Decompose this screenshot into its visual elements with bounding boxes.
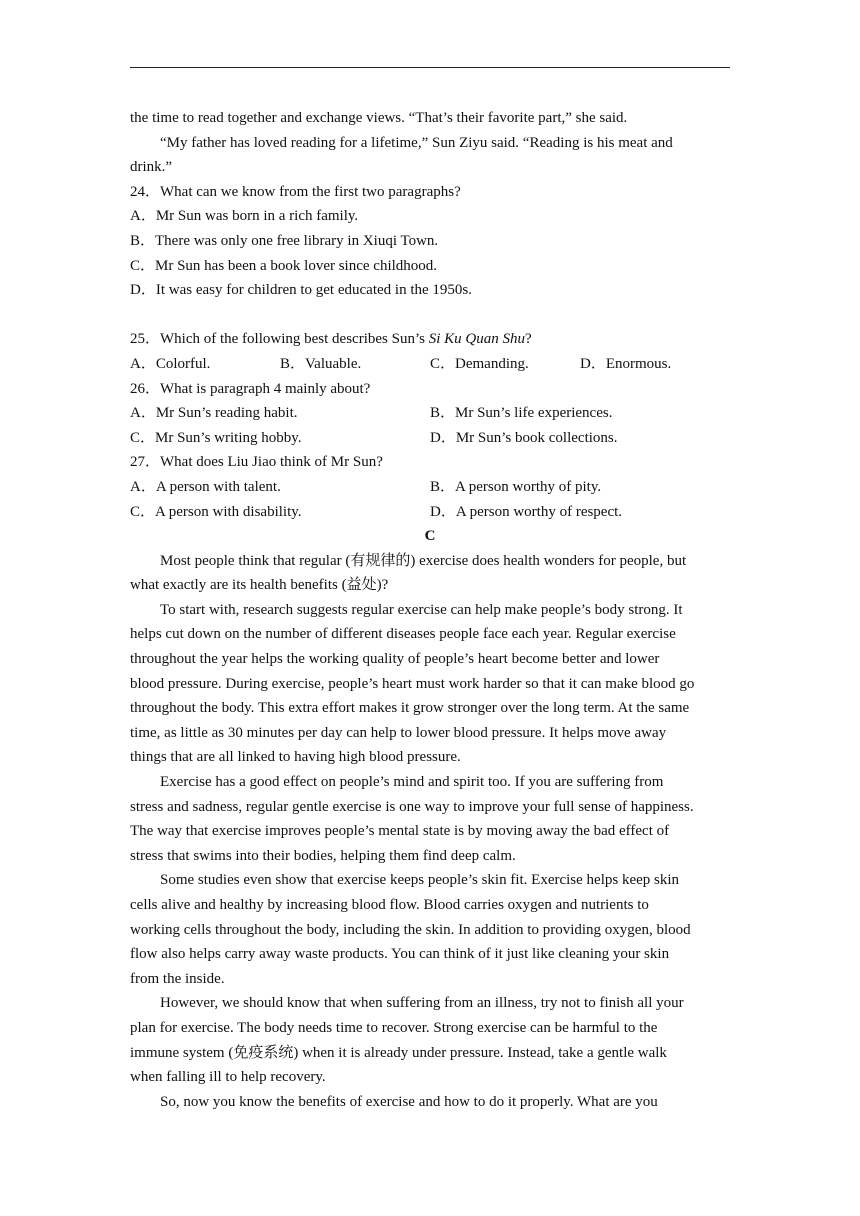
question-25-stem-suffix: ? xyxy=(524,331,532,348)
document-body xyxy=(130,106,730,1114)
passage-c-line: Exercise has a good effect on people’s mind and spirit too. If you are suffering from xyxy=(160,774,664,791)
passage-c-line: Most people think that regular (有规律的) exercise does health wonders for people, but xyxy=(160,552,687,569)
question-26-stem: 26．What is paragraph 4 mainly about? xyxy=(130,380,371,397)
question-25-option-c: C．Demanding. xyxy=(430,355,529,372)
passage-c-line: blood pressure. During exercise, people’s heart must work harder so that it can make blood go xyxy=(130,675,695,692)
question-24-option-a: A．Mr Sun was born in a rich family. xyxy=(130,208,359,225)
passage-c-line: things that are all linked to having high blood pressure. xyxy=(130,749,461,766)
question-25-option-b: B．Valuable. xyxy=(280,355,362,372)
passage-c-line: immune system (免疫系统) when it is already under pressure. Instead, take a gentle walk xyxy=(130,1044,667,1061)
question-25-option-d: D．Enormous. xyxy=(580,355,672,372)
passage-c-line: from the inside. xyxy=(130,970,225,987)
question-25-option-a: A．Colorful. xyxy=(130,355,211,372)
section-c-heading: C xyxy=(424,528,436,545)
passage-c-line: Some studies even show that exercise keeps people’s skin fit. Exercise helps keep skin xyxy=(160,872,680,889)
header-rule xyxy=(130,67,730,68)
passage-c-line: what exactly are its health benefits (益处)? xyxy=(130,577,389,594)
question-27-options-row-2 xyxy=(130,500,730,525)
passage-b-line: drink.” xyxy=(130,159,173,176)
passage-b-line: the time to read together and exchange views. “That’s their favorite part,” she said. xyxy=(130,110,628,126)
passage-c-line: However, we should know that when suffering from an illness, try not to finish all your xyxy=(160,995,684,1012)
passage-c-line: working cells throughout the body, including the skin. In addition to providing oxygen, blood xyxy=(130,921,691,938)
question-24-option-d: D．It was easy for children to get educated in the 1950s. xyxy=(130,282,472,299)
question-24-option-b: B．There was only one free library in Xiuqi Town. xyxy=(130,232,439,249)
passage-c-line: To start with, research suggests regular exercise can help make people’s body strong. It xyxy=(160,601,683,618)
passage-c-line: flow also helps carry away waste products. You can think of it just like cleaning your skin xyxy=(130,946,670,963)
passage-c-line: time, as little as 30 minutes per day can help to lower blood pressure. It helps move away xyxy=(130,724,667,741)
question-27-option-b: B．A person worthy of pity. xyxy=(430,478,602,495)
passage-c-line: The way that exercise improves people’s mental state is by moving away the bad effect of xyxy=(130,823,670,840)
question-27-option-a: A．A person with talent. xyxy=(130,478,281,495)
passage-c-line: plan for exercise. The body needs time to recover. Strong exercise can be harmful to the xyxy=(130,1019,658,1036)
passage-c-line: when falling ill to help recovery. xyxy=(130,1069,326,1086)
passage-c-line: helps cut down on the number of different diseases people face each year. Regular exercise xyxy=(130,626,676,643)
question-24-stem: 24．What can we know from the first two paragraphs? xyxy=(130,183,461,200)
question-26-option-a: A．Mr Sun’s reading habit. xyxy=(130,405,298,422)
question-26-option-d: D．Mr Sun’s book collections. xyxy=(430,429,618,446)
question-26-option-b: B．Mr Sun’s life experiences. xyxy=(430,405,613,422)
question-26-options-row-2 xyxy=(130,426,730,451)
passage-c-line: stress and sadness, regular gentle exercise is one way to improve your full sense of happiness. xyxy=(130,798,694,815)
section-c-passage xyxy=(130,549,730,1115)
passage-b-line: “My father has loved reading for a lifetime,” Sun Ziyu said. “Reading is his meat and xyxy=(160,134,673,151)
question-25-options xyxy=(130,352,730,377)
question-24-option-c: C．Mr Sun has been a book lover since childhood. xyxy=(130,257,438,274)
question-25-stem xyxy=(130,327,730,352)
question-25-book-title: Si Ku Quan Shu xyxy=(428,331,525,348)
question-26-options-row-1 xyxy=(130,401,730,426)
passage-c-line: So, now you know the benefits of exercise and how to do it properly. What are you xyxy=(160,1093,658,1110)
spacer xyxy=(130,303,730,328)
question-27-stem: 27．What does Liu Jiao think of Mr Sun? xyxy=(130,454,383,471)
question-27-option-c: C．A person with disability. xyxy=(130,503,302,520)
passage-c-line: stress that swims into their bodies, helping them find deep calm. xyxy=(130,847,516,864)
question-27-option-d: D．A person worthy of respect. xyxy=(430,503,623,520)
passage-c-line: throughout the year helps the working quality of people’s heart become better and lower xyxy=(130,651,660,668)
question-26-option-c: C．Mr Sun’s writing hobby. xyxy=(130,429,302,446)
passage-c-line: throughout the body. This extra effort makes it grow stronger over the long term. At the same xyxy=(130,700,690,717)
question-25-stem-prefix: 25．Which of the following best describes Sun’s xyxy=(130,331,429,348)
question-27-options-row-1 xyxy=(130,475,730,500)
passage-c-line: cells alive and healthy by increasing blood flow. Blood carries oxygen and nutrients to xyxy=(130,897,649,913)
